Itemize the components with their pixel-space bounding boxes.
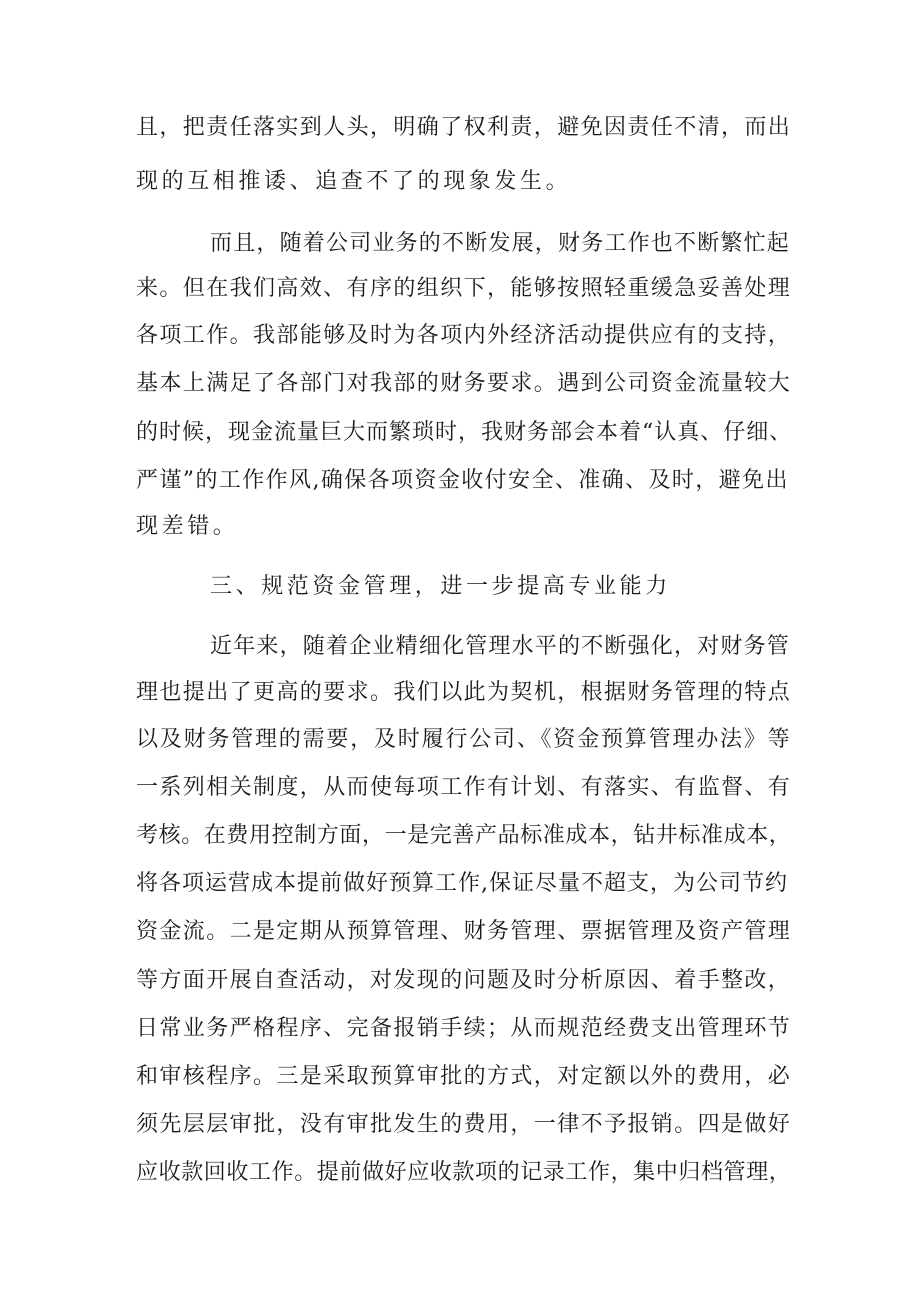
- body-text-line: 等方面开展自查活动，对发现的问题及时分析原因、着手整改，: [136, 968, 792, 993]
- body-text-line: 基本上满足了各部门对我部的财务要求。遇到公司资金流量较大: [136, 371, 792, 396]
- section-heading: 三、规范资金管理，进一步提高专业能力: [210, 574, 671, 599]
- body-text-line: 严谨”的工作作风,确保各项资金收付安全、准确、及时，避免出: [136, 468, 789, 493]
- body-text-line: 一系列相关制度，从而使每项工作有计划、有落实、有监督、有: [136, 775, 792, 800]
- body-text-line: 将各项运营成本提前做好预算工作,保证尽量不超支，为公司节约: [136, 871, 788, 896]
- body-text-line: 须先层层审批，没有审批发生的费用，一律不予报销。四是做好: [136, 1112, 792, 1137]
- body-text-line: 的时候，现金流量巨大而繁琐时，我财务部会本着“认真、仔细、: [136, 420, 793, 445]
- body-text-line: 且，把责任落实到人头，明确了权利责，避免因责任不清，而出: [136, 115, 792, 140]
- body-text-line: 来。但在我们高效、有序的组织下，能够按照轻重缓急妥善处理: [136, 276, 792, 301]
- body-text-line: 和审核程序。三是采取预算审批的方式，对定额以外的费用，必: [136, 1064, 792, 1089]
- body-text-line: 现差错。: [136, 514, 239, 539]
- body-text-line: 以及财务管理的需要，及时履行公司、《资金预算管理办法》等: [136, 727, 792, 752]
- body-text-line: 资金流。二是定期从预算管理、财务管理、票据管理及资产管理: [136, 919, 792, 944]
- body-text-line: 各项工作。我部能够及时为各项内外经济活动提供应有的支持，: [136, 323, 792, 348]
- body-text-line: 而且，随着公司业务的不断发展，财务工作也不断繁忙起: [210, 231, 791, 256]
- body-text-line: 考核。在费用控制方面，一是完善产品标准成本，钻井标准成本，: [136, 823, 792, 848]
- body-text-line: 日常业务严格程序、完备报销手续；从而规范经费支出管理环节: [136, 1016, 792, 1041]
- body-text-line: 应收款回收工作。提前做好应收款项的记录工作，集中归档管理，: [136, 1160, 792, 1185]
- body-text-line: 近年来，随着企业精细化管理水平的不断强化，对财务管: [210, 634, 791, 659]
- body-text-line: 现的互相推诿、追查不了的现象发生。: [136, 169, 572, 194]
- body-text-line: 理也提出了更高的要求。我们以此为契机，根据财务管理的特点: [136, 680, 792, 705]
